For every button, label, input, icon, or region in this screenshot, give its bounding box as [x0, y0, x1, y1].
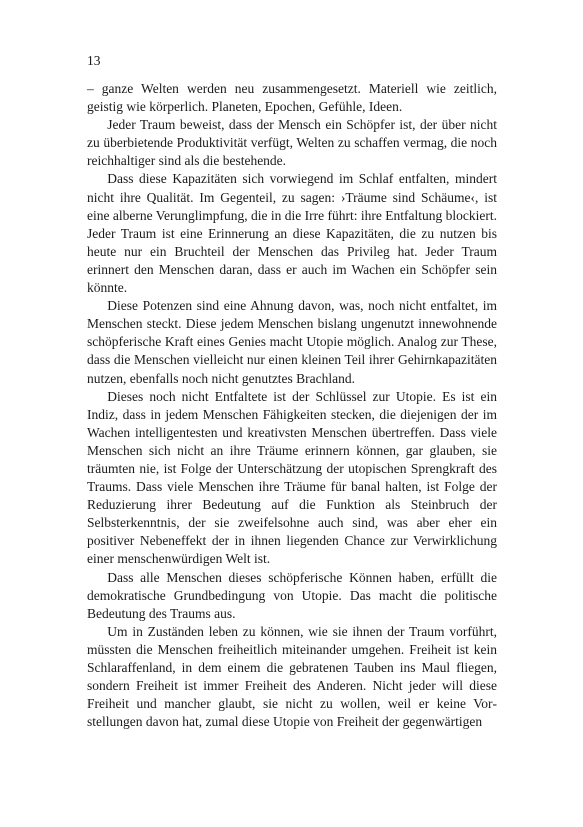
- paragraph: Um in Zuständen leben zu können, wie sie ihnen der Traum vorführt, müssten die Menschen freiheitlich miteinander umgehen. Freiheit ist kein Schlaraffenland, in dem einem die gebratenen Tauben ins Maul fliegen, sondern Freiheit ist immer Freiheit des Anderen. Nicht jeder will diese Freiheit und mancher glaubt, sie nicht zu wollen, weil er keine Vorstellungen davon hat, zumal diese Utopie von Freiheit der gegenwärtigen: [87, 623, 497, 730]
- paragraph-continuation: – ganze Welten werden neu zusammengesetzt. Materiell wie zeitlich, geistig wie körperlich. Planeten, Epochen, Gefühle, Ideen.: [87, 81, 497, 115]
- paragraph: Dieses noch nicht Entfaltete ist der Schlüssel zur Utopie. Es ist ein Indiz, dass in jedem Menschen Fähigkeiten stecken, die diejenigen der im Wachen intelligentesten und kreativsten Menschen übertreffen. Dass viele Menschen sich nicht an ihre Träume erinnern können, gar glauben, sie träumten nie, ist Folge der Unterschätzung der utopischen Sprengkraft des Traums. Dass viele Menschen ihre Träume für banal halten, ist Folge der Reduzierung ihrer Bedeutung auf die Funktion als Steinbruch der Selbsterkenntnis, der sie zweifelsohne auch sind, was aber eher ein positiver Nebeneffekt der in ihnen liegenden Chance zur Verwirklichung einer menschenwürdigen Welt ist.: [87, 388, 497, 567]
- paragraph: Diese Potenzen sind eine Ahnung davon, was, noch nicht entfaltet, im Menschen steckt. Diese jedem Menschen bislang ungenutzt innewohnende schöpferische Kraft eines Genies macht Utopie möglich. Analog zur These, dass die Menschen vielleicht nur einen kleinen Teil ihrer Gehirnkapazitäten nutzen, ebenfalls noch nicht genutztes Brachland.: [87, 298, 497, 386]
- body-text: [87, 80, 497, 731]
- paragraph: Dass diese Kapazitäten sich vorwiegend im Schlaf entfalten, mindert nicht ihre Qualität. Im Gegenteil, zu sagen: ›Träume sind Schäume‹, ist eine alberne Verunglimpfung, die in die Irre führt: ihre Entfaltung blockiert. Jeder Traum ist eine Erinnerung an diese Kapazitäten, die zu nutzen bis heute nur ein Bruchteil der Menschen das Privileg hat. Jeder Traum erinnert den Menschen daran, dass er auch im Wachen ein Schöpfer sein könnte.: [87, 171, 497, 296]
- paragraph: Jeder Traum beweist, dass der Mensch ein Schöpfer ist, der über nicht zu überbietende Produktivität verfügt, Welten zu schaffen vermag, die noch reichhaltiger sind als die bestehende.: [87, 117, 497, 169]
- page-number: 13: [87, 53, 101, 68]
- paragraph: Dass alle Menschen dieses schöpferische Können haben, erfüllt die demokratische Grundbedingung von Utopie. Das macht die politische Bedeutung des Traums aus.: [87, 569, 497, 621]
